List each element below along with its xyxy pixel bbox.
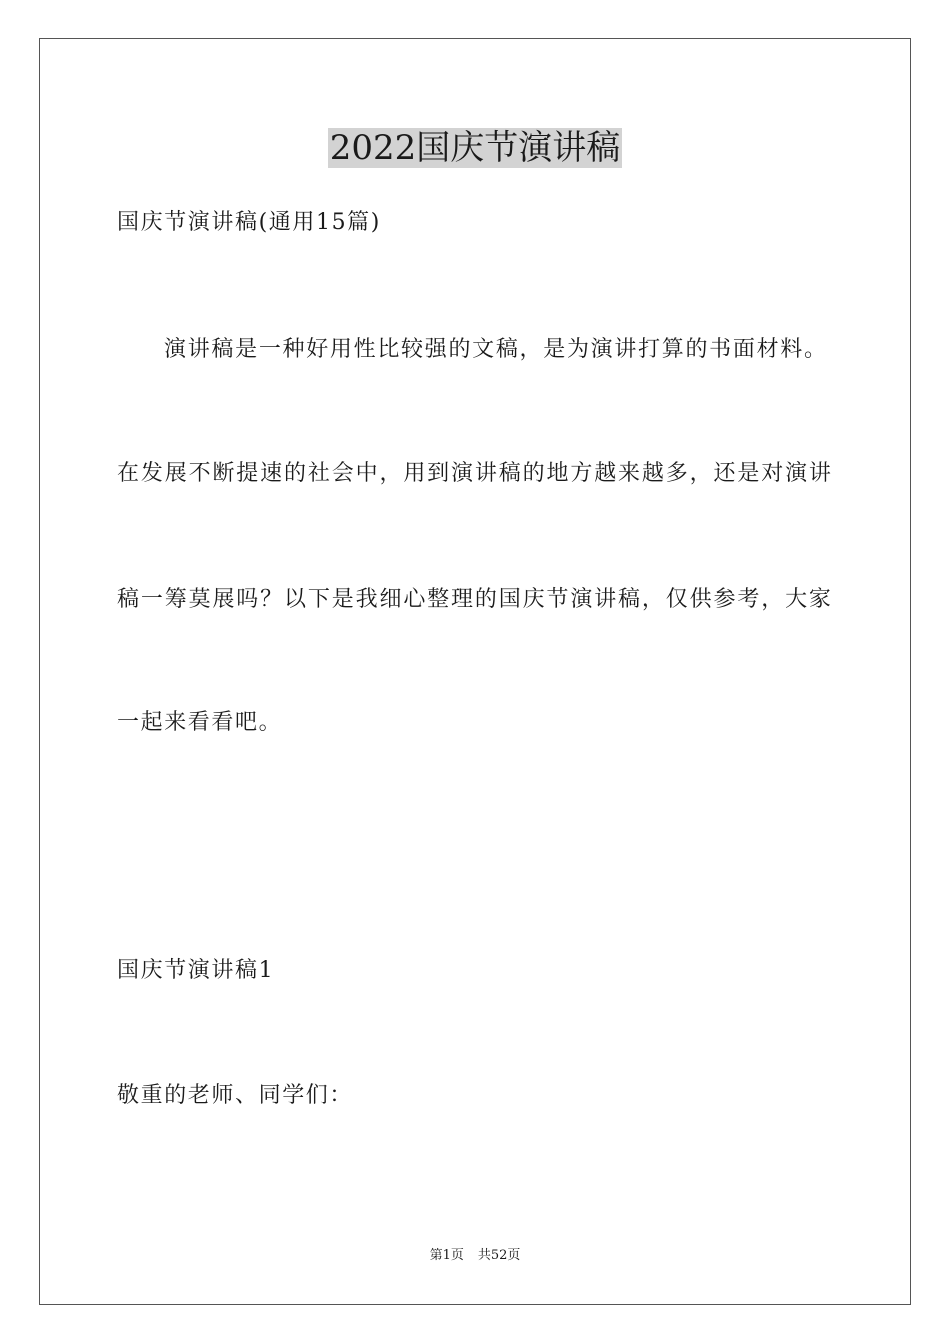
intro-line-1: 演 讲 稿 是 一 种 好 用 性 比 较 强 的 文 稿 ， 是 为 演 讲 打 算 的 书 面 材 料 。 bbox=[164, 337, 826, 362]
page-number: 第1页 bbox=[429, 1248, 464, 1263]
intro-line-4: 一起来看看吧。 bbox=[117, 710, 283, 735]
salutation: 敬重的老师、同学们： bbox=[117, 1083, 354, 1108]
document-subtitle: 国庆节演讲稿(通用15篇) bbox=[117, 210, 381, 235]
document-title bbox=[0, 126, 950, 170]
intro-line-3: 稿 一 筹 莫 展 吗 ？ 以 下 是 我 细 心 整 理 的 国 庆 节 演 讲 稿 ， 仅 供 参 考 ， 大 家 bbox=[117, 587, 831, 612]
section-heading: 国庆节演讲稿1 bbox=[117, 958, 275, 983]
page-footer bbox=[0, 1247, 950, 1265]
intro-line-2: 在 发 展 不 断 提 速 的 社 会 中 ， 用 到 演 讲 稿 的 地 方 越 来 越 多 ， 还 是 对 演 讲 bbox=[117, 461, 831, 486]
page-total: 共52页 bbox=[477, 1248, 521, 1263]
document-title-text: 2022国庆节演讲稿 bbox=[329, 128, 621, 168]
